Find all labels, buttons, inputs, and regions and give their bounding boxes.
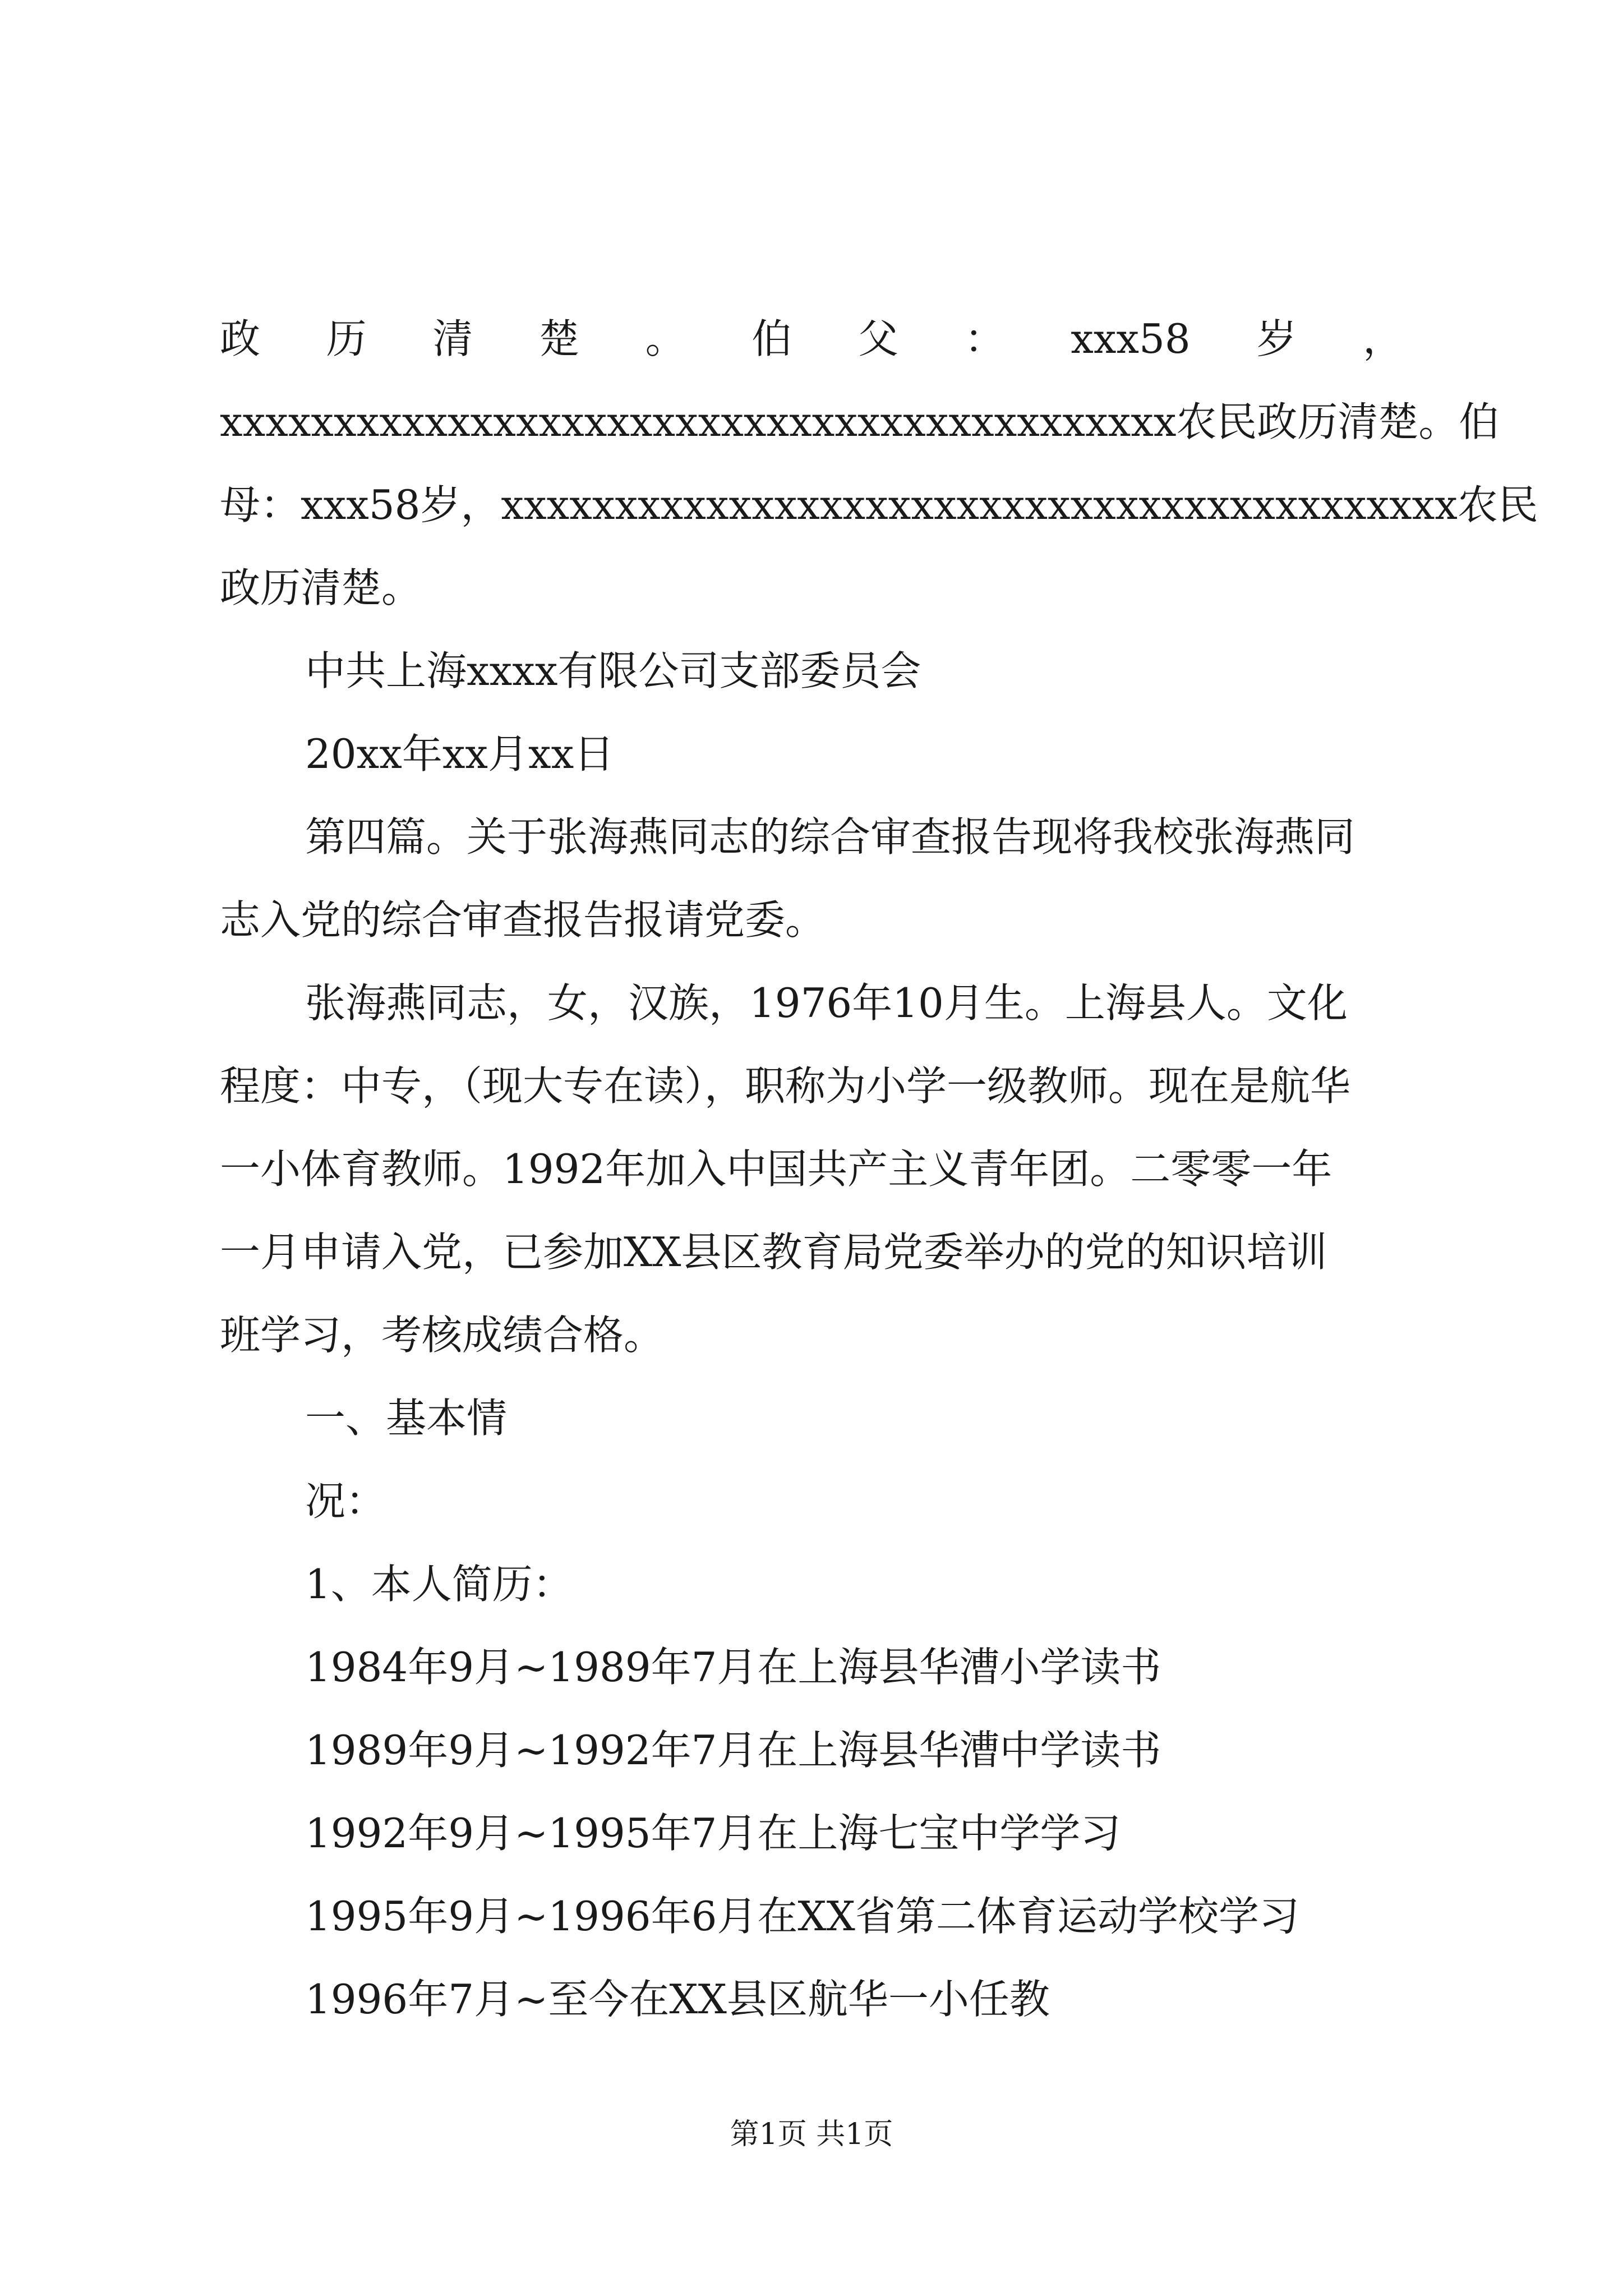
section-title-line: 志入党的综合审查报告报请党委。: [220, 896, 826, 944]
intro-line: 一小体育教师。1992年加入中国共产主义青年团。二零零一年: [220, 1145, 1332, 1193]
section-heading: 况：: [305, 1478, 386, 1525]
section-heading: 一、基本情: [305, 1395, 508, 1442]
text-char: 伯: [751, 315, 792, 362]
signature-date: 20xx年xx月xx日: [305, 730, 615, 777]
text-char: 楚: [538, 315, 579, 362]
resume-entry: 1989年9月~1992年7月在上海县华漕中学读书: [305, 1727, 1161, 1774]
text-char: 岁: [1256, 315, 1297, 362]
resume-entry: 1984年9月~1989年7月在上海县华漕小学读书: [305, 1644, 1161, 1691]
intro-line: 张海燕同志，女，汉族，1976年10月生。上海县人。文化: [305, 979, 1348, 1027]
page-footer: 第1页 共1页: [730, 2118, 893, 2151]
intro-line: 程度：中专，（现大专在读），职称为小学一级教师。现在是航华: [220, 1062, 1351, 1110]
resume-entry: 1995年9月~1996年6月在XX省第二体育运动学校学习: [305, 1893, 1299, 1940]
text-char: 。: [645, 315, 686, 362]
text-char: 政: [220, 315, 261, 362]
text-char: xxx58: [1071, 315, 1191, 362]
text-char: 历: [326, 315, 367, 362]
paragraph-line: 政历清楚。: [220, 564, 422, 611]
text-char: ，: [1362, 315, 1403, 362]
text-char: 清: [432, 315, 473, 362]
section-title-line: 第四篇。关于张海燕同志的综合审查报告现将我校张海燕同: [305, 813, 1355, 861]
intro-line: 一月申请入党，已参加XX县区教育局党委举办的党的知识培训: [220, 1228, 1327, 1276]
text-char: 父: [857, 315, 898, 362]
resume-entry: 1992年9月~1995年7月在上海七宝中学学习: [305, 1810, 1121, 1857]
document-body: [220, 297, 1538, 2041]
text-char: ：: [964, 315, 1005, 362]
resume-heading: 1、本人简历：: [305, 1561, 573, 1608]
resume-entry: 1996年7月~至今在XX县区航华一小任教: [305, 1976, 1050, 2023]
intro-line: 班学习，考核成绩合格。: [220, 1312, 665, 1359]
paragraph-line: xxxxxxxxxxxxxxxxxxxxxxxxxxxxxxxxxxxxxxxxxx农民政历清楚。伯: [220, 398, 1500, 445]
signature-organization: 中共上海xxxx有限公司支部委员会: [305, 647, 921, 694]
paragraph-line: [220, 297, 1403, 380]
paragraph-line: 母：xxx58岁，xxxxxxxxxxxxxxxxxxxxxxxxxxxxxxxxxxxxxxxxxx农民: [220, 481, 1538, 528]
